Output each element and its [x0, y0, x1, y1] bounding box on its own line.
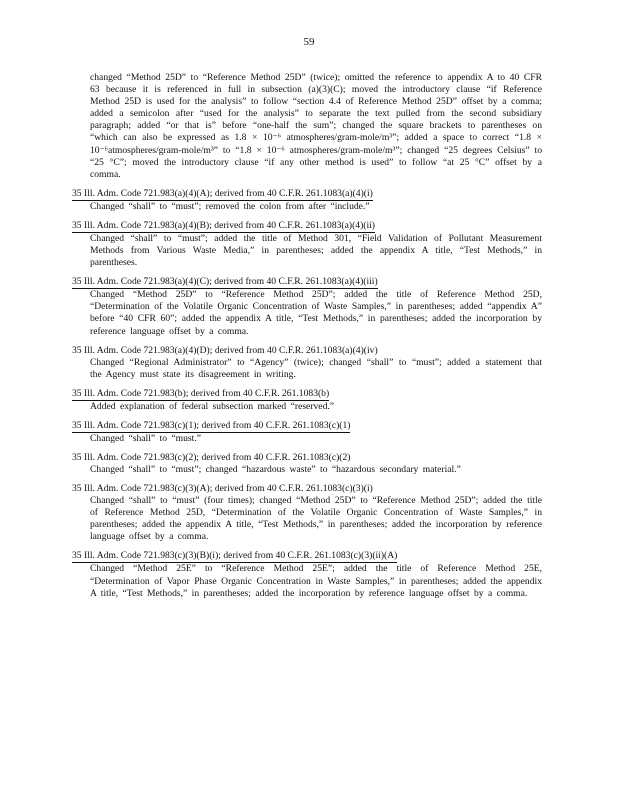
- entry-9: [72, 550, 542, 599]
- citation: 35 Ill. Adm. Code 721.983(c)(3)(B)(i); derived from 40 C.F.R. 261.1083(c)(3)(ii)(A): [72, 550, 398, 562]
- citation: 35 Ill. Adm. Code 721.983(a)(4)(A); derived from 40 C.F.R. 261.1083(a)(4)(i): [72, 187, 373, 199]
- amendment-text: Changed “shall” to “must”; added the title of Method 301, “Field Validation of Pollutant Measurement Methods from Various Waste Media,” in parentheses; added the appendix A title, “Test Methods,” in parentheses.: [90, 232, 542, 269]
- amendment-text: Added explanation of federal subsection marked “reserved.”: [90, 400, 335, 412]
- lead-text: changed “Method 25D” to “Reference Method 25D” (twice); omitted the reference to appendix A to 40 CFR 63 because it is referenced in full in subsection (a)(3)(C); moved the introductory clause “if Reference Method 25D is used for the analysis” to follow “section 4.4 of Reference Method 25D” offset by a comma; added a semicolon after “used for the analysis” to separate the text pulled from the second subsidiary paragraph; added “or that is” before “one-half the sum”; changed the square brackets to parentheses on “which can also be expressed as 1.8 × 10⁻⁶ atmospheres/gram-mole/m³”; added a space to correct “1.8 × 10⁻⁶atmospheres/gram-mole/m³” to “1.8 × 10⁻⁶ atmospheres/gram-mole/m³”; changed “25 degrees Celsius” to “25 °C”; moved the introductory clause “if any other method is used” to follow “at 25 °C” offset by a comma.: [90, 72, 542, 180]
- amendment-text: Changed “shall” to “must” (four times); changed “Method 25D” to “Reference Method 25D”; added the title of Reference Method 25D, “Determination of the Volatile Organic Concentration of Waste Samples,” in parentheses; added the appendix A title, “Test Methods,” in parentheses; added the incorporation by reference language offset by a comma.: [90, 495, 542, 543]
- amendment-text: Changed “Method 25D” to “Reference Method 25D”; added the title of Reference Method 25D, “Determination of the Volatile Organic Concentration of Waste Samples,” in parentheses; added “appendix A” before “40 CFR 60”; added the appendix A title, “Test Methods,” in parentheses; added the incorporation by reference language offset by a comma.: [90, 289, 542, 337]
- citation: 35 Ill. Adm. Code 721.983(b); derived from 40 C.F.R. 261.1083(b): [72, 387, 330, 399]
- citation: 35 Ill. Adm. Code 721.983(a)(4)(B); derived from 40 C.F.R. 261.1083(a)(4)(ii): [72, 219, 375, 231]
- page-number: 59: [303, 36, 315, 48]
- lead-paragraph: [72, 72, 542, 181]
- page-content: [72, 72, 542, 607]
- entry-1: [72, 188, 542, 213]
- entry-2: [72, 220, 542, 269]
- citation: 35 Ill. Adm. Code 721.983(c)(2); derived from 40 C.F.R. 261.1083(c)(2): [72, 451, 351, 463]
- entry-5: [72, 388, 542, 413]
- citation: 35 Ill. Adm. Code 721.983(a)(4)(C); derived from 40 C.F.R. 261.1083(a)(4)(iii): [72, 276, 378, 288]
- amendment-text: Changed “Regional Administrator” to “Agency” (twice); changed “shall” to “must”; added a statement that the Agency must state its disagreement in writing.: [90, 356, 542, 380]
- citation: 35 Ill. Adm. Code 721.983(a)(4)(D); derived from 40 C.F.R. 261.1083(a)(4)(iv): [72, 344, 378, 356]
- entry-7: [72, 452, 542, 476]
- entry-8: [72, 483, 542, 543]
- entry-3: [72, 276, 542, 337]
- entry-4: [72, 345, 542, 381]
- citation: 35 Ill. Adm. Code 721.983(c)(3)(A); derived from 40 C.F.R. 261.1083(c)(3)(i): [72, 483, 373, 495]
- amendment-text: Changed “shall” to “must”; removed the colon from after “include.”: [90, 200, 370, 212]
- amendment-text: Changed “shall” to “must”; changed “hazardous waste” to “hazardous secondary material.”: [90, 463, 461, 475]
- citation: 35 Ill. Adm. Code 721.983(c)(1); derived from 40 C.F.R. 261.1083(c)(1): [72, 419, 351, 431]
- amendment-text: Changed “Method 25E” to “Reference Method 25E”; added the title of Reference Method 25E, “Determination of Vapor Phase Organic Concentration in Waste Samples,” in parentheses; added the appendix A title, “Test Methods,” in parentheses; added the incorporation by reference language offset by a comma.: [90, 563, 542, 599]
- entry-6: [72, 420, 542, 445]
- amendment-text: Changed “shall” to “must.”: [90, 432, 201, 444]
